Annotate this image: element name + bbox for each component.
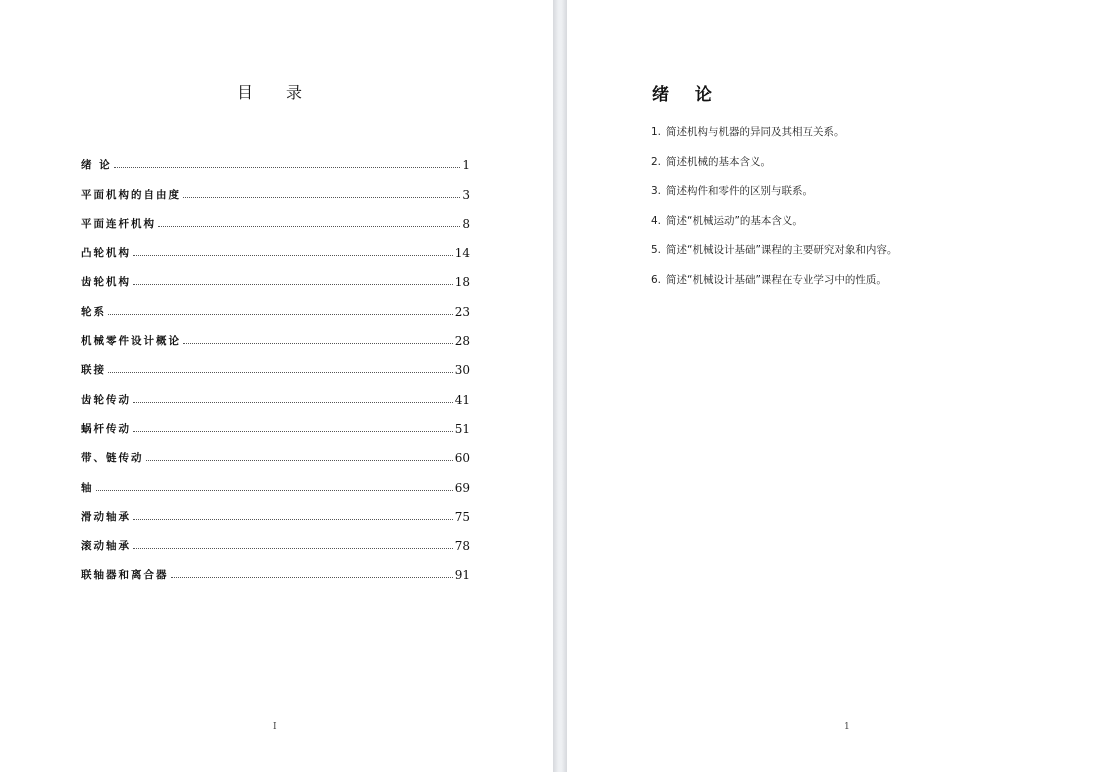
toc-entry-page: 51	[454, 421, 470, 436]
toc-entry-label: 带、链传动	[81, 452, 144, 465]
toc-entry-page: 8	[462, 216, 470, 231]
toc-entry-label: 机械零件设计概论	[81, 335, 181, 348]
toc-entry[interactable]	[81, 436, 470, 465]
toc-entry-page: 1	[462, 158, 470, 173]
toc-entry-label: 轴	[81, 481, 94, 494]
toc-entry[interactable]	[81, 348, 470, 377]
question-item	[651, 213, 1071, 243]
toc-leader-dots	[133, 283, 453, 285]
toc-entry[interactable]	[81, 231, 470, 260]
toc-leader-dots	[133, 547, 453, 549]
question-item	[651, 124, 1071, 154]
toc-entry-label: 蜗杆传动	[81, 422, 131, 435]
toc-entry-page: 30	[454, 363, 470, 378]
toc-leader-dots	[183, 196, 460, 198]
toc-entry[interactable]	[81, 260, 470, 289]
question-text: 简述“机械设计基础”课程的主要研究对象和内容。	[666, 244, 898, 256]
toc-leader-dots	[96, 489, 453, 491]
toc-entry[interactable]	[81, 143, 470, 172]
toc-entry[interactable]	[81, 495, 470, 524]
question-item	[651, 154, 1071, 184]
toc-entry-page: 60	[454, 451, 470, 466]
question-text: 简述“机械运动”的基本含义。	[666, 214, 803, 227]
question-number: 6.	[651, 273, 662, 286]
question-number: 2.	[651, 155, 662, 168]
page-number: I	[273, 722, 277, 732]
toc-leader-dots	[171, 576, 453, 578]
toc-entry-label: 齿轮机构	[81, 276, 131, 289]
toc-leader-dots	[114, 166, 461, 168]
toc-list	[81, 143, 470, 582]
question-number: 1.	[651, 126, 662, 138]
toc-entry[interactable]	[81, 289, 470, 318]
toc-entry-label: 凸轮机构	[81, 247, 131, 260]
toc-entry-label: 平面机构的自由度	[81, 188, 181, 201]
toc-entry[interactable]	[81, 172, 470, 201]
toc-entry-page: 69	[454, 480, 470, 495]
section-title: 绪 论	[652, 85, 722, 105]
toc-title: 目 录	[236, 83, 317, 102]
page-number: 1	[844, 722, 850, 732]
toc-entry-page: 78	[454, 539, 470, 554]
question-item	[651, 272, 1071, 302]
toc-entry-page: 23	[454, 304, 470, 319]
toc-entry-label: 联轴器和离合器	[81, 569, 169, 582]
question-number: 3.	[651, 185, 662, 197]
question-text: 简述机构与机器的异同及其相互关系。	[666, 126, 845, 138]
toc-entry[interactable]	[81, 319, 470, 348]
toc-entry[interactable]	[81, 465, 470, 494]
toc-entry-label: 滚动轴承	[81, 540, 131, 553]
toc-entry-page: 18	[454, 275, 470, 290]
toc-entry-label: 平面连杆机构	[81, 217, 156, 230]
toc-entry[interactable]	[81, 202, 470, 231]
toc-entry-label: 齿轮传动	[81, 393, 131, 406]
toc-entry-label: 联接	[81, 364, 106, 377]
toc-entry[interactable]	[81, 553, 470, 582]
toc-leader-dots	[133, 401, 453, 403]
toc-entry[interactable]	[81, 407, 470, 436]
toc-leader-dots	[158, 225, 460, 227]
toc-entry[interactable]	[81, 377, 470, 406]
toc-leader-dots	[183, 342, 453, 344]
toc-entry-label: 绪 论	[81, 159, 112, 172]
toc-entry[interactable]	[81, 524, 470, 553]
question-number: 4.	[651, 214, 662, 227]
question-text: 简述“机械设计基础”课程在专业学习中的性质。	[666, 273, 887, 286]
content-page	[567, 0, 1118, 772]
toc-leader-dots	[108, 371, 453, 373]
toc-leader-dots	[133, 430, 453, 432]
toc-entry-page: 3	[462, 187, 470, 202]
question-text: 简述构件和零件的区别与联系。	[666, 185, 814, 197]
question-text: 简述机械的基本含义。	[666, 155, 772, 168]
toc-leader-dots	[108, 313, 453, 315]
question-item	[651, 242, 1071, 272]
question-item	[651, 183, 1071, 213]
toc-entry-page: 41	[454, 392, 470, 407]
toc-entry-page: 91	[454, 568, 470, 583]
toc-leader-dots	[146, 459, 453, 461]
page-gutter	[553, 0, 567, 772]
toc-entry-page: 14	[454, 246, 470, 261]
question-number: 5.	[651, 244, 662, 256]
toc-entry-label: 滑动轴承	[81, 510, 131, 523]
toc-entry-label: 轮系	[81, 305, 106, 318]
toc-leader-dots	[133, 254, 453, 256]
toc-entry-page: 75	[454, 509, 470, 524]
toc-page	[0, 0, 553, 772]
toc-entry-page: 28	[454, 334, 470, 349]
toc-leader-dots	[133, 518, 453, 520]
question-list	[651, 124, 1071, 301]
